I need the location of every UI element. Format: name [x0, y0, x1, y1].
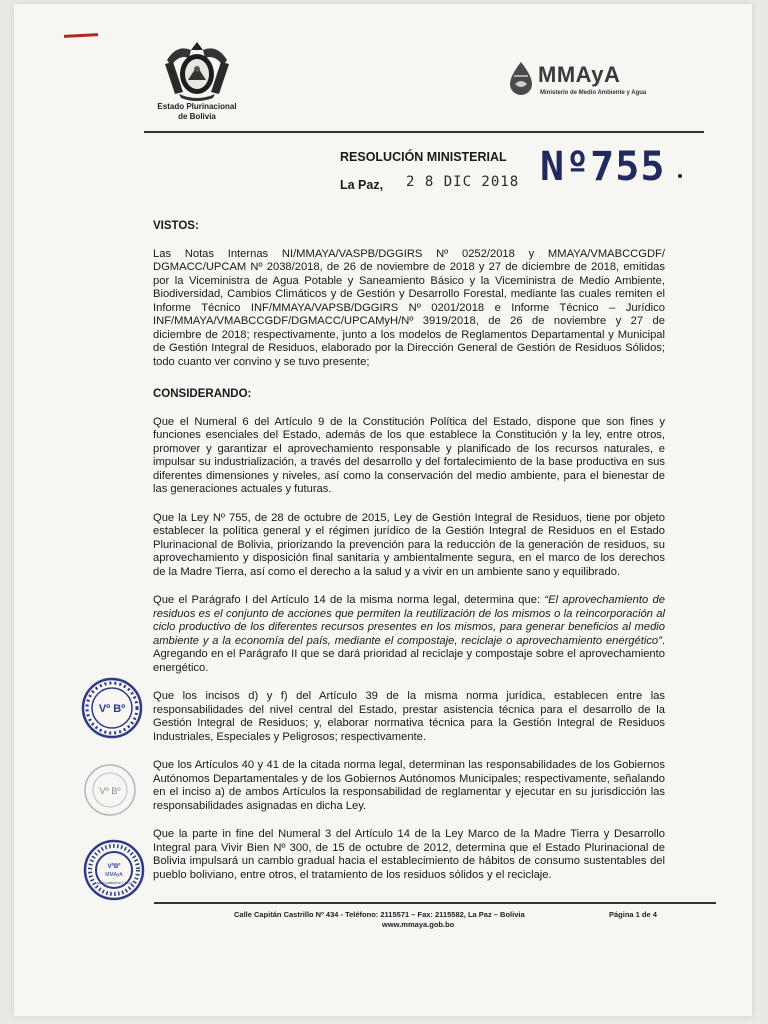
svg-text:MMAyA: MMAyA	[105, 872, 123, 878]
p3-ending: . Agregando en el Parágrafo II que se dará prioridad al reciclaje y compostaje sobre el aprovechamiento energético.	[153, 634, 665, 674]
mmaya-name: MMAyA	[538, 62, 621, 87]
footer-divider	[154, 902, 716, 904]
mmaya-logo-icon	[506, 60, 536, 96]
red-pen-mark	[64, 33, 98, 38]
coat-of-arms-icon	[157, 36, 237, 102]
mmaya-logo	[506, 60, 676, 110]
resolution-date-stamp: 2 8 DIC 2018	[406, 174, 520, 190]
vobo-text-1: Vº Bº	[98, 703, 126, 715]
vobo-stamp-1	[80, 676, 144, 740]
vobo-stamp-faded-icon	[82, 762, 138, 818]
seal-text: MEDIO AMBIENTE Y AGUA	[95, 881, 133, 885]
vobo-stamp-icon	[80, 676, 144, 740]
document-body	[153, 220, 665, 897]
footer-page-number: Página 1 de 4	[609, 910, 657, 919]
considerando-paragraph-5: Que los Artículos 40 y 41 de la citada norma legal, determinan las responsabilidades de los Gobiernos Autónomos Departamentales y de los Gobiernos Autónomos Municipales; respectivamente, señalando en el inciso a) de ambos Artículos la responsabilidad de reglamentar y ejecutar en su jurisdicción las responsabilidades asignadas en dicha Ley.	[153, 759, 665, 812]
header-divider	[144, 131, 704, 133]
considerando-paragraph-1: Que el Numeral 6 del Artículo 9 de la Constitución Política del Estado, dispone que son fines y funciones esenciales del Estado, además de los que establece la Constitución y la ley, entre otros, promover y garantizar el aprovechamiento responsable y planificado de los recursos naturales, e impulsar su industrialización, a través del desarrollo y del fortalecimiento de la base productiva en sus diferentes dimensiones y niveles, así como la conservación del medio ambiente, para el bienestar de las generaciones actuales y futuras.	[153, 415, 665, 495]
vistos-paragraph: Las Notas Internas NI/MMAYA/VASPB/DGGIRS Nº 0252/2018 y MMAYA/VMABCCGDF/ DGMACC/UPCAM Nº 2038/2018, de 26 de noviembre de 2018 y 27 de diciembre de 2018, emitidas por la Viceministra de Agua Potable y Saneamiento Básico y la Viceministra de Medio Ambiente, Biodiversidad, Cambios Climáticos y de Gestión y Desarrollo Forestal, mediante las cuales remiten el Informe Técnico INF/MMAYA/VAPSB/DGGIRS Nº 0201/2018 e Informe Técnico – Jurídico INF/MMAYA/VMABCCGDF/DGMACC/UPCAMyH/Nº 3919/2018, de 26 de noviembre y 27 de diciembre de 2018; respectivamente, junto a los modelos de Reglamentos Departamental y Municipal de Gestión Integral de Residuos, elaborado por la Dirección General de Gestión de Residuos Sólidos; todo cuanto ver convino y se tuvo presente;	[153, 247, 665, 368]
considerando-heading: CONSIDERANDO:	[153, 388, 252, 400]
resolution-place: La Paz,	[340, 178, 384, 192]
document-page	[14, 4, 752, 1016]
ministry-seal-stamp-icon	[82, 838, 146, 902]
footer-website: www.mmaya.gob.bo	[382, 920, 455, 929]
p3-intro: Que el Parágrafo I del Artículo 14 de la misma norma legal, determina que:	[153, 594, 545, 606]
ink-dot	[678, 174, 682, 178]
state-name-line2: de Bolivia	[178, 112, 216, 121]
vistos-heading: VISTOS:	[153, 220, 199, 232]
vobo-text-2: Vº Bº	[99, 786, 121, 796]
considerando-paragraph-4: Que los incisos d) y f) del Artículo 39 de la misma norma jurídica, establecen entre las responsabilidades del nivel central del Estado, prestar asistencia técnica para el desarrollo de la Gestión Integral de Residuos; y, elaborar normativa técnica para la Gestión Integral de Residuos Industriales, Especiales y Peligrosos; respectivamente.	[153, 690, 665, 743]
considerando-paragraph-3	[153, 594, 665, 675]
vobo-stamp-2	[82, 762, 138, 818]
resolution-title: RESOLUCIÓN MINISTERIAL	[340, 150, 507, 164]
bolivia-coat-of-arms	[142, 36, 252, 122]
ministry-seal	[82, 838, 146, 902]
considerando-paragraph-6: Que la parte in fine del Numeral 3 del Artículo 14 de la Ley Marco de la Madre Tierra y Desarrollo Integral para Vivir Bien Nº 300, de 15 de octubre de 2012, determina que el Estado Plurinacional de Bolivia impulsará un cambio gradual hacia el establecimiento de hábitos de consumo sustentables del pueblo boliviano, entre otros, el tratamiento de los residuos sólidos y el reciclaje.	[153, 828, 665, 881]
resolution-number: Nº755	[540, 144, 666, 190]
mmaya-subtitle: Ministerio de Medio Ambiente y Agua	[540, 90, 647, 96]
p3-quote: “El aprovechamiento de residuos es el conjunto de acciones que permiten la reutilización de los mismos o la reincorporación al ciclo productivo de los diferentes recursos presentes en los mismos, para generar beneficios al medio ambiente y a la economía del país, mediante el compostaje, reciclaje o aprovechamiento energético”	[153, 594, 665, 647]
footer-address: Calle Capitán Castrillo Nº 434 - Teléfono: 2115571 – Fax: 2115582, La Paz – Bolivia	[234, 910, 525, 919]
state-name-line1: Estado Plurinacional	[157, 102, 237, 111]
considerando-paragraph-2: Que la Ley Nº 755, de 28 de octubre de 2015, Ley de Gestión Integral de Residuos, tiene por objeto establecer la política general y el régimen jurídico de la Gestión Integral de Residuos en el Estado Plurinacional de Bolivia, priorizando la prevención para la reducción de la generación de residuos, su aprovechamiento y disposición final sanitaria y ambientalmente segura, en el marco de los derechos de la Madre Tierra, así como el derecho a la salud y a vivir en un ambiente sano y equilibrado.	[153, 511, 665, 578]
svg-text:VºBº: VºBº	[107, 864, 121, 870]
